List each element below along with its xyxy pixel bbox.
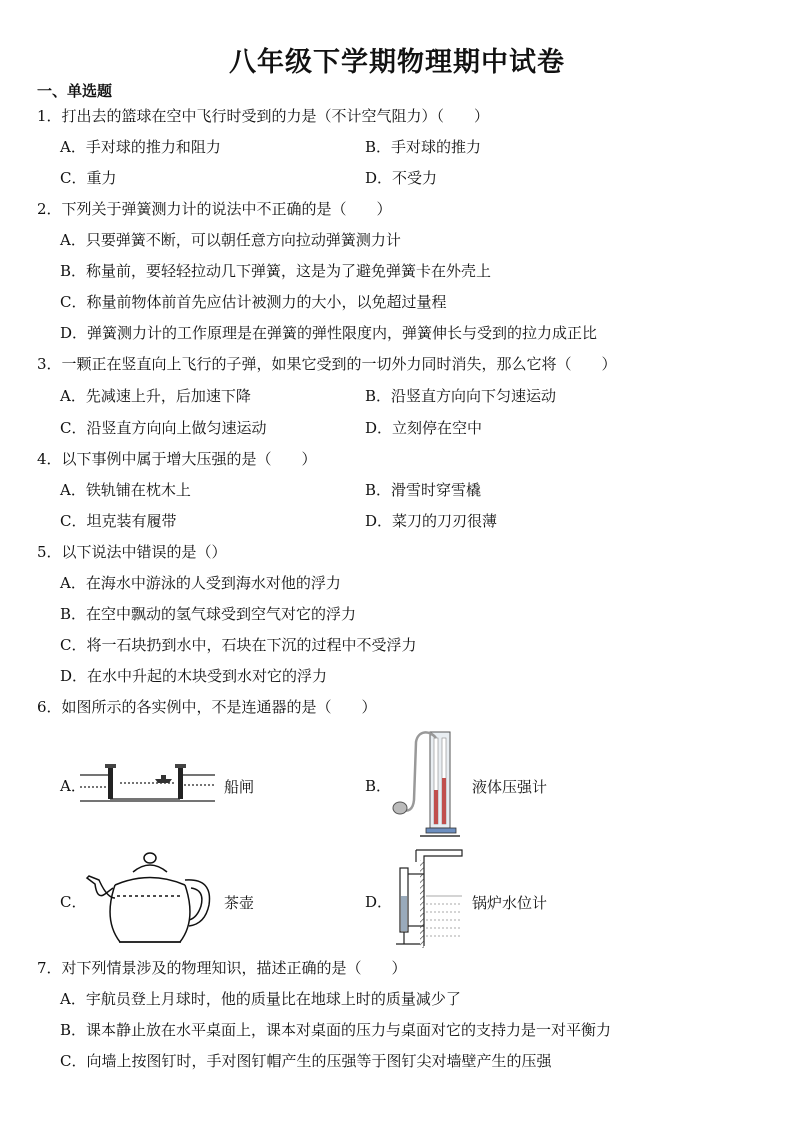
caption-boiler-gauge: 锅炉水位计: [472, 894, 548, 912]
question-4-option-d[interactable]: D．菜刀的刀刃很薄: [365, 512, 498, 530]
ship-lock-diagram: [80, 755, 215, 805]
question-4-stem: 4．以下事例中属于增大压强的是（ ）: [37, 450, 317, 468]
question-3-option-a[interactable]: A．先减速上升，后加速下降: [60, 387, 251, 405]
question-1-option-a[interactable]: A．手对球的推力和阻力: [60, 138, 221, 156]
caption-ship-lock: 船闸: [224, 778, 255, 796]
question-5-option-b[interactable]: B．在空中飘动的氢气球受到空气对它的浮力: [60, 605, 357, 623]
caption-pressure-gauge: 液体压强计: [472, 778, 548, 796]
question-3-stem: 3．一颗正在竖直向上飞行的子弹，如果它受到的一切外力同时消失，那么它将（ ）: [37, 355, 617, 373]
caption-teapot: 茶壶: [224, 894, 255, 912]
section-heading: 一、单选题: [37, 82, 113, 100]
question-4-option-b[interactable]: B．滑雪时穿雪橇: [365, 481, 482, 499]
liquid-pressure-gauge-diagram: [390, 730, 465, 840]
question-7-option-a[interactable]: A．宇航员登上月球时，他的质量比在地球上时的质量减少了: [60, 990, 461, 1008]
question-6-option-c[interactable]: C．: [60, 893, 87, 911]
question-2-option-c[interactable]: C．称量前物体前首先应估计被测力的大小，以免超过量程: [60, 293, 447, 311]
question-2-option-b[interactable]: B．称量前，要轻轻拉动几下弹簧，这是为了避免弹簧卡在外壳上: [60, 262, 492, 280]
question-6-option-d[interactable]: D．: [365, 893, 393, 911]
question-5-option-c[interactable]: C．将一石块扔到水中，石块在下沉的过程中不受浮力: [60, 636, 417, 654]
question-5-stem: 5．以下说法中错误的是（）: [37, 543, 227, 561]
question-3-option-c[interactable]: C．沿竖直方向向上做匀速运动: [60, 419, 267, 437]
question-6-option-b[interactable]: B．: [365, 777, 392, 795]
question-5-option-a[interactable]: A．在海水中游泳的人受到海水对他的浮力: [60, 574, 341, 592]
question-3-option-d[interactable]: D．立刻停在空中: [365, 419, 483, 437]
question-1-option-b[interactable]: B．手对球的推力: [365, 138, 482, 156]
question-2-option-a[interactable]: A．只要弹簧不断，可以朝任意方向拉动弹簧测力计: [60, 231, 401, 249]
question-2-option-d[interactable]: D．弹簧测力计的工作原理是在弹簧的弹性限度内，弹簧伸长与受到的拉力成正比: [60, 324, 598, 342]
question-5-option-d[interactable]: D．在水中升起的木块受到水对它的浮力: [60, 667, 328, 685]
question-1-option-c[interactable]: C．重力: [60, 169, 117, 187]
question-4-option-a[interactable]: A．铁轨铺在枕木上: [60, 481, 191, 499]
teapot-diagram: [85, 850, 215, 950]
question-4-option-c[interactable]: C．坦克装有履带: [60, 512, 177, 530]
question-7-option-b[interactable]: B．课本静止放在水平桌面上，课本对桌面的压力与桌面对它的支持力是一对平衡力: [60, 1021, 612, 1039]
question-1-stem: 1．打出去的篮球在空中飞行时受到的力是（不计空气阻力）（ ）: [37, 107, 490, 125]
question-6-stem: 6．如图所示的各实例中，不是连通器的是（ ）: [37, 698, 377, 716]
question-6-option-a[interactable]: A．: [60, 777, 86, 795]
question-2-stem: 2．下列关于弹簧测力计的说法中不正确的是（ ）: [37, 200, 392, 218]
question-1-option-d[interactable]: D．不受力: [365, 169, 438, 187]
boiler-water-gauge-diagram: [392, 848, 464, 950]
page-title: 八年级下学期物理期中试卷: [229, 47, 565, 78]
question-7-option-c[interactable]: C．向墙上按图钉时，手对图钉帽产生的压强等于图钉尖对墙壁产生的压强: [60, 1052, 552, 1070]
question-3-option-b[interactable]: B．沿竖直方向向下匀速运动: [365, 387, 557, 405]
question-7-stem: 7．对下列情景涉及的物理知识，描述正确的是（ ）: [37, 959, 407, 977]
